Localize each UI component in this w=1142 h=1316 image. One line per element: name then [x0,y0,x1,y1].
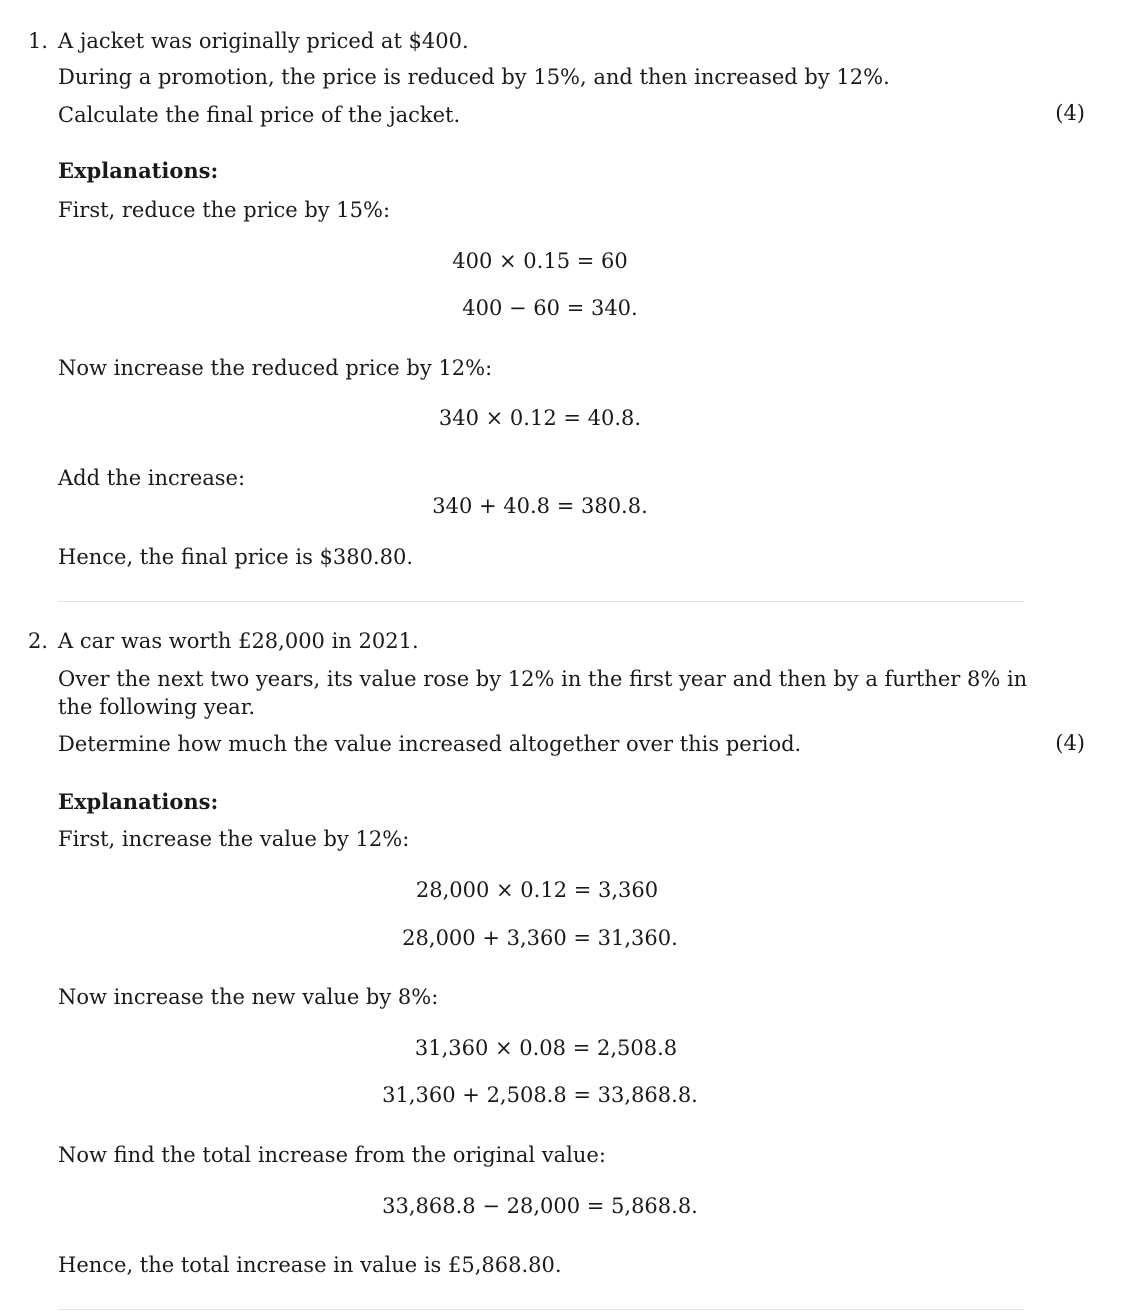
step-text: Now increase the reduced price by 12%: [58,356,493,380]
question-text-line: A jacket was originally priced at $400. [58,29,469,53]
question-text-line: A car was worth £28,000 in 2021. [58,629,419,653]
equation: 28,000 + 3,360 = 31,360. [402,926,678,950]
equation: 33,868.8 − 28,000 = 5,868.8. [382,1194,698,1218]
equation: 31,360 + 2,508.8 = 33,868.8. [382,1083,698,1107]
step-text: Add the increase: [58,466,246,490]
marks-label: (4) [1055,731,1085,755]
question-number: 2. [28,629,49,653]
step-text: First, reduce the price by 15%: [58,198,391,222]
question-text-line: During a promotion, the price is reduced by 15%, and then increased by 12%. [58,65,890,89]
divider [58,1309,1024,1310]
equation: 28,000 × 0.12 = 3,360 [415,878,659,902]
marks-label: (4) [1055,101,1085,125]
conclusion-text: Hence, the final price is $380.80. [58,545,414,569]
equation: 400 − 60 = 340. [462,296,638,320]
divider [58,601,1024,602]
conclusion-text: Hence, the total increase in value is £5,868.80. [58,1253,562,1277]
equation: 400 × 0.15 = 60 [452,249,628,273]
question-number: 1. [28,29,49,53]
explanations-heading: Explanations: [58,789,219,814]
step-text: First, increase the value by 12%: [58,827,410,851]
question-text-line: Over the next two years, its value rose by 12% in the first year and then by a further 8% in [58,667,1028,691]
step-text: Now increase the new value by 8%: [58,985,439,1009]
question-text-line: Calculate the final price of the jacket. [58,103,461,127]
question-text-line: Determine how much the value increased altogether over this period. [58,732,802,756]
equation: 340 × 0.12 = 40.8. [438,406,642,430]
step-text: Now find the total increase from the original value: [58,1143,606,1167]
explanations-heading: Explanations: [58,158,219,183]
equation: 340 + 40.8 = 380.8. [432,494,648,518]
question-text-line: the following year. [58,695,256,719]
equation: 31,360 × 0.08 = 2,508.8 [414,1036,678,1060]
